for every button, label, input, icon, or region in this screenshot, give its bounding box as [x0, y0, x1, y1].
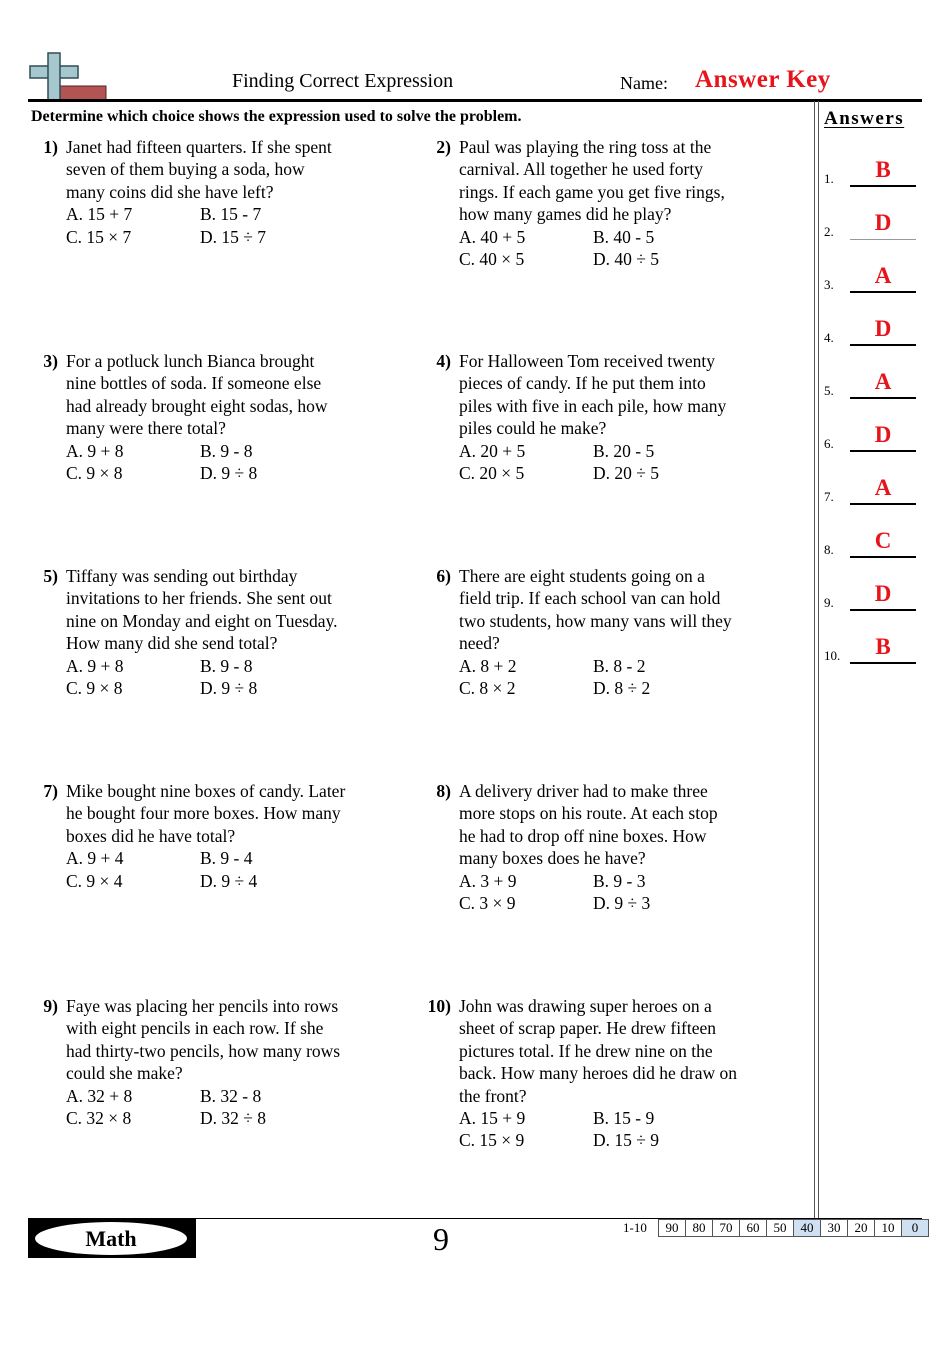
page-number: 9 [433, 1221, 449, 1257]
answer-line [850, 239, 916, 240]
answer-number: 8. [824, 542, 834, 557]
question-10 [427, 995, 739, 1152]
option-c: C. 3 × 9 [459, 893, 516, 914]
answer-row [824, 157, 918, 187]
answer-number: 2. [824, 224, 834, 239]
score-cell: 20 [848, 1220, 875, 1237]
answer-number: 5. [824, 383, 834, 398]
answer-letter: D [874, 210, 892, 235]
option-a: A. 32 + 8 [66, 1085, 133, 1106]
answer-number: 10. [824, 648, 841, 663]
option-c: C. 32 × 8 [66, 1108, 132, 1129]
answer-line [850, 185, 916, 187]
name-label: Name: [620, 73, 668, 93]
answer-line [850, 344, 916, 346]
answer-number: 1. [824, 171, 834, 186]
option-c: C. 9 × 8 [66, 678, 123, 699]
answer-letter: D [874, 581, 892, 606]
option-a: A. 9 + 8 [66, 440, 124, 461]
answer-options [459, 655, 734, 700]
score-cell: 10 [875, 1220, 902, 1237]
option-b: B. 20 - 5 [593, 440, 655, 461]
answer-key-label: Answer Key [695, 66, 831, 93]
answer-number: 7. [824, 489, 834, 504]
option-a: A. 40 + 5 [459, 226, 526, 247]
answer-row [824, 475, 918, 505]
option-c: C. 9 × 8 [66, 463, 123, 484]
option-c: C. 20 × 5 [459, 463, 525, 484]
option-a: A. 20 + 5 [459, 440, 526, 461]
answer-options [459, 870, 734, 915]
answer-line [850, 556, 916, 558]
option-a: A. 8 + 2 [459, 655, 517, 676]
answer-letter: B [875, 634, 891, 659]
question-4 [436, 350, 734, 484]
answer-row [824, 634, 918, 664]
question-text: Mike bought nine boxes of candy. Later he bought four more boxes. How many boxes did he have total? [66, 781, 346, 846]
answer-letter: C [874, 528, 892, 553]
answer-number: 4. [824, 330, 834, 345]
answer-letter: A [874, 475, 892, 500]
question-number: 6) [436, 566, 451, 586]
option-b: B. 8 - 2 [593, 655, 646, 676]
answers-column-divider [814, 101, 815, 1218]
answer-options [66, 847, 346, 892]
question-3 [43, 350, 346, 484]
answer-options [459, 226, 734, 271]
answer-row [824, 316, 918, 346]
score-cell: 50 [767, 1220, 794, 1237]
question-number: 7) [43, 781, 58, 801]
option-a: A. 15 + 9 [459, 1108, 526, 1129]
option-b: B. 9 - 3 [593, 870, 646, 891]
answer-letter: D [874, 422, 892, 447]
score-cell: 90 [659, 1220, 686, 1237]
answer-options [459, 440, 734, 485]
question-text: For a potluck lunch Bianca brought nine bottles of soda. If someone else had already brought eight sodas, how many were there total? [66, 351, 328, 439]
answers-column-divider [818, 101, 819, 1218]
option-b: B. 9 - 8 [200, 655, 253, 676]
question-number: 8) [436, 781, 451, 801]
option-d: D. 15 ÷ 9 [593, 1130, 659, 1151]
answer-options [66, 203, 346, 248]
question-number: 1) [43, 137, 58, 157]
answer-row [824, 528, 918, 558]
option-d: D. 9 ÷ 8 [200, 678, 258, 699]
option-a: A. 3 + 9 [459, 870, 517, 891]
answer-row [824, 263, 918, 293]
answer-options [66, 440, 346, 485]
option-b: B. 9 - 4 [200, 848, 253, 869]
answer-line [850, 291, 916, 293]
question-number: 4) [436, 351, 451, 371]
worksheet-title: Finding Correct Expression [232, 70, 454, 92]
question-text: Janet had fifteen quarters. If she spent seven of them buying a soda, how many coins did she have left? [66, 137, 332, 202]
option-d: D. 15 ÷ 7 [200, 226, 266, 247]
answer-number: 3. [824, 277, 834, 292]
question-number: 5) [43, 566, 58, 586]
option-b: B. 15 - 7 [200, 204, 262, 225]
question-text: There are eight students going on a field trip. If each school van can hold two students, how many vans will they need? [459, 566, 732, 654]
question-7 [43, 780, 346, 892]
option-d: D. 9 ÷ 4 [200, 870, 258, 891]
subject-badge [28, 1219, 196, 1258]
instructions: Determine which choice shows the expression used to solve the problem. [31, 108, 522, 125]
option-d: D. 9 ÷ 8 [200, 463, 258, 484]
answers-heading: Answers [824, 108, 905, 129]
question-text: Tiffany was sending out birthday invitations to her friends. She sent out nine on Monday and eight on Tuesday. How many did she send total? [66, 566, 338, 654]
answer-line [850, 503, 916, 505]
header-divider [28, 99, 922, 102]
answer-letter: A [874, 263, 892, 288]
question-number: 10) [427, 996, 451, 1016]
question-6 [436, 565, 734, 699]
answer-line [850, 609, 916, 611]
answer-letter: B [875, 157, 891, 182]
question-8 [436, 780, 734, 914]
option-d: D. 32 ÷ 8 [200, 1108, 266, 1129]
option-d: D. 9 ÷ 3 [593, 893, 651, 914]
option-c: C. 15 × 9 [459, 1130, 525, 1151]
option-a: A. 15 + 7 [66, 204, 133, 225]
question-text: Paul was playing the ring toss at the carnival. All together he used forty rings. If each game you get five rings, how many games did he play? [459, 137, 725, 225]
answer-letter: D [874, 316, 892, 341]
score-cell: 60 [740, 1220, 767, 1237]
option-a: A. 9 + 4 [66, 848, 124, 869]
option-c: C. 40 × 5 [459, 249, 525, 270]
option-d: D. 40 ÷ 5 [593, 249, 659, 270]
question-9 [43, 995, 346, 1129]
question-5 [43, 565, 346, 699]
answer-options [66, 1085, 346, 1130]
logo-plus-icon [28, 52, 108, 102]
score-table [658, 1219, 929, 1237]
answer-line [850, 397, 916, 399]
option-b: B. 40 - 5 [593, 226, 655, 247]
score-cell: 30 [821, 1220, 848, 1237]
answer-options [66, 655, 346, 700]
option-b: B. 9 - 8 [200, 440, 253, 461]
option-a: A. 9 + 8 [66, 655, 124, 676]
option-b: B. 32 - 8 [200, 1085, 262, 1106]
answer-row [824, 369, 918, 399]
subject-label: Math [85, 1226, 137, 1251]
score-cell: 40 [794, 1220, 821, 1237]
question-text: John was drawing super heroes on a sheet of scrap paper. He drew fifteen pictures total. If he drew nine on the back. How many heroes did he draw on the front? [459, 996, 737, 1106]
question-number: 9) [43, 996, 58, 1016]
option-c: C. 15 × 7 [66, 226, 132, 247]
option-c: C. 9 × 4 [66, 870, 123, 891]
score-range-label: 1-10 [623, 1220, 647, 1235]
answer-row [824, 581, 918, 611]
score-cell: 70 [713, 1220, 740, 1237]
question-text: A delivery driver had to make three more stops on his route. At each stop he had to drop off nine boxes. How many boxes does he have? [459, 781, 718, 869]
question-1 [43, 136, 346, 248]
option-b: B. 15 - 9 [593, 1108, 655, 1129]
option-d: D. 20 ÷ 5 [593, 463, 659, 484]
question-2 [436, 136, 734, 270]
answer-letter: A [874, 369, 892, 394]
question-text: Faye was placing her pencils into rows with eight pencils in each row. If she had thirty-two pencils, how many rows could she make? [66, 996, 341, 1084]
answer-line [850, 450, 916, 452]
answer-number: 6. [824, 436, 834, 451]
score-cell: 0 [902, 1220, 929, 1237]
question-number: 2) [436, 137, 451, 157]
answer-row [824, 210, 918, 240]
question-text: For Halloween Tom received twenty pieces of candy. If he put them into piles with five in each pile, how many piles could he make? [459, 351, 727, 439]
question-number: 3) [43, 351, 58, 371]
answer-row [824, 422, 918, 452]
option-c: C. 8 × 2 [459, 678, 516, 699]
answer-number: 9. [824, 595, 834, 610]
score-cell: 80 [686, 1220, 713, 1237]
answer-line [850, 662, 916, 664]
answer-options [459, 1107, 739, 1152]
option-d: D. 8 ÷ 2 [593, 678, 651, 699]
